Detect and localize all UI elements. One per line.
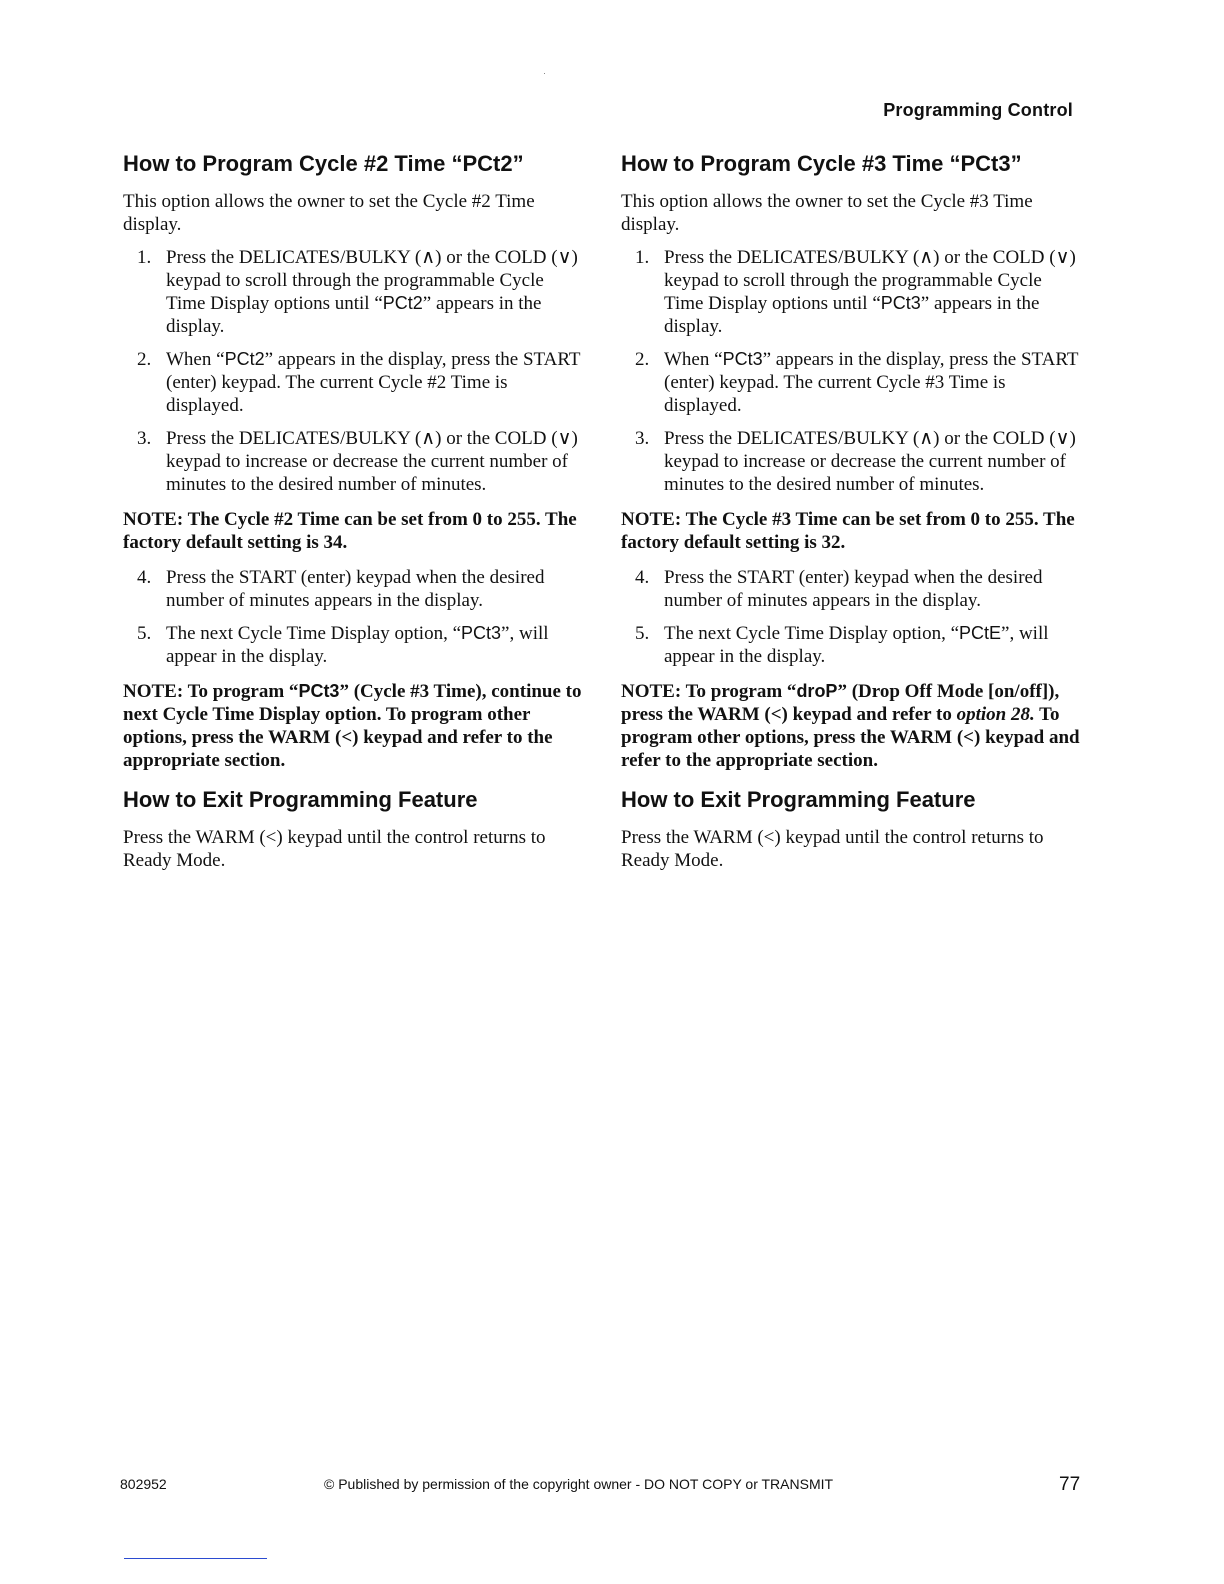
- list-item: 1. Press the DELICATES/BULKY (∧) or the COLD (∨) keypad to scroll through the programmable Cycle Time Display options until “PCt3” appears in the display.: [635, 247, 1076, 337]
- steps-list-continued: [123, 566, 583, 668]
- list-item: 4. Press the START (enter) keypad when the desired number of minutes appears in the display.: [137, 567, 545, 611]
- section-heading-pct3: How to Program Cycle #3 Time “PCt3”: [621, 151, 1022, 176]
- list-item: 1. Press the DELICATES/BULKY (∧) or the COLD (∨) keypad to scroll through the programmable Cycle Time Display options until “PCt2” appears in the display.: [137, 247, 578, 337]
- document-number: 802952: [120, 1476, 167, 1492]
- intro-text: This option allows the owner to set the Cycle #3 Time display.: [621, 191, 1033, 235]
- exit-heading: How to Exit Programming Feature: [123, 787, 478, 812]
- exit-text: Press the WARM (<) keypad until the control returns to Ready Mode.: [621, 827, 1044, 871]
- page-number: 77: [1059, 1474, 1081, 1495]
- steps-list-continued: [621, 566, 1081, 668]
- list-item: 4. Press the START (enter) keypad when the desired number of minutes appears in the display.: [635, 567, 1043, 611]
- steps-list: [621, 246, 1081, 496]
- exit-heading: How to Exit Programming Feature: [621, 787, 976, 812]
- option-reference: option 28.: [956, 704, 1035, 725]
- section-heading-pct2: How to Program Cycle #2 Time “PCt2”: [123, 151, 524, 176]
- list-item: 3. Press the DELICATES/BULKY (∧) or the COLD (∨) keypad to increase or decrease the current number of minutes to the desired number of minutes.: [635, 428, 1076, 495]
- section-header: Programming Control: [883, 100, 1073, 120]
- note-range: NOTE: The Cycle #2 Time can be set from 0 to 255. The factory default setting is 34.: [123, 509, 577, 553]
- copyright-notice: © Published by permission of the copyright owner - DO NOT COPY or TRANSMIT: [324, 1476, 834, 1492]
- list-item: 2. When “PCt3” appears in the display, press the START (enter) keypad. The current Cycle #3 Time is displayed.: [635, 349, 1079, 416]
- exit-text: Press the WARM (<) keypad until the control returns to Ready Mode.: [123, 827, 546, 871]
- note-next-option: NOTE: To program “PCt3” (Cycle #3 Time), continue to next Cycle Time Display option. To program other options, press the WARM (<) keypad and refer to the appropriate section.: [123, 681, 582, 771]
- scan-artifact: [544, 73, 545, 74]
- note-drop-off: NOTE: To program “droP” (Drop Off Mode [on/off]), press the WARM (<) keypad and refer to option 28. To program other options, press the WARM (<) keypad and refer to the appropriate section.: [621, 681, 1080, 771]
- steps-list: [123, 246, 583, 496]
- bottom-rule: [124, 1558, 267, 1559]
- right-column: [621, 150, 1081, 882]
- list-item: 3. Press the DELICATES/BULKY (∧) or the COLD (∨) keypad to increase or decrease the current number of minutes to the desired number of minutes.: [137, 428, 578, 495]
- intro-text: This option allows the owner to set the Cycle #2 Time display.: [123, 191, 535, 235]
- list-item: 5. The next Cycle Time Display option, “PCtE”, will appear in the display.: [635, 623, 1049, 667]
- left-column: [123, 150, 583, 882]
- list-item: 5. The next Cycle Time Display option, “PCt3”, will appear in the display.: [137, 623, 549, 667]
- note-range: NOTE: The Cycle #3 Time can be set from 0 to 255. The factory default setting is 32.: [621, 509, 1075, 553]
- list-item: 2. When “PCt2” appears in the display, press the START (enter) keypad. The current Cycle #2 Time is displayed.: [137, 349, 581, 416]
